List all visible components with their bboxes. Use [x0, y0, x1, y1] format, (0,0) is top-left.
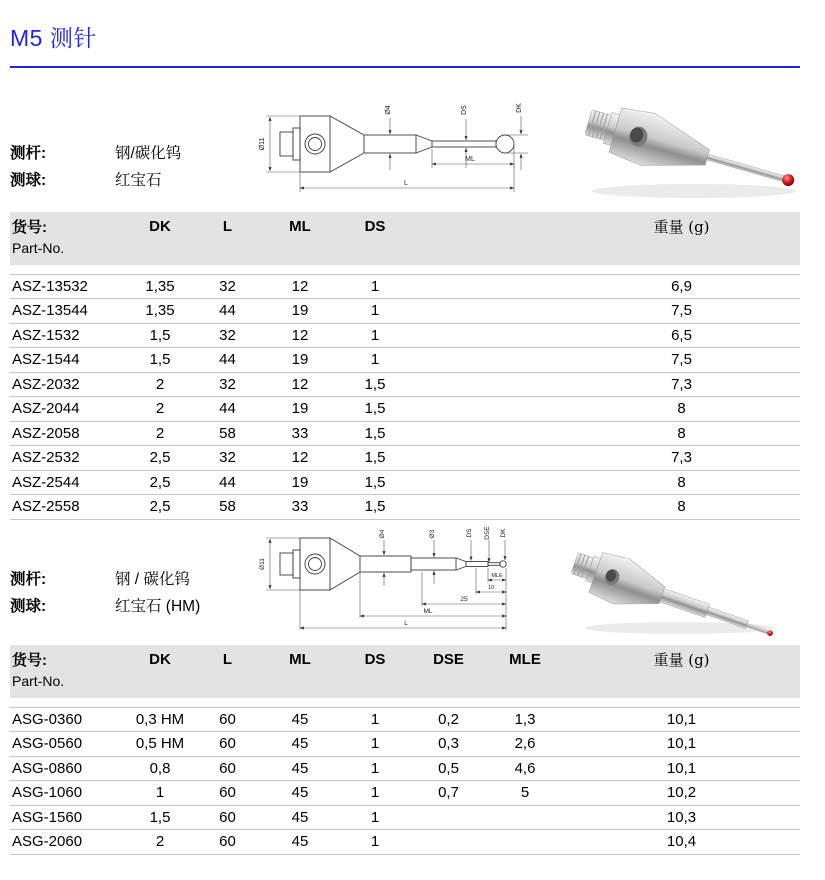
- cell-weight: 7,3: [563, 372, 800, 397]
- dim-label-ds: DS: [461, 105, 468, 115]
- cell-dse: [410, 495, 487, 520]
- cell-l: 44: [195, 299, 260, 324]
- cell-weight: 7,3: [563, 446, 800, 471]
- cell-l: 60: [195, 707, 260, 732]
- cell-ds: 1,5: [340, 372, 410, 397]
- cell-weight: 10,1: [563, 707, 800, 732]
- cell-dse: [410, 421, 487, 446]
- technical-drawing-1: [256, 98, 568, 206]
- table-header-row: [10, 212, 800, 240]
- cell-dk: 2: [125, 372, 195, 397]
- table-subheader-row: [10, 240, 800, 265]
- cell-dse: [410, 805, 487, 830]
- cell-dse: [410, 372, 487, 397]
- cell-dk: 2,5: [125, 446, 195, 471]
- cell-dse: 0,2: [410, 707, 487, 732]
- dim-label-25: 25: [460, 596, 468, 603]
- cell-ml: 45: [260, 805, 340, 830]
- cell-part-no: ASZ-2032: [10, 372, 125, 397]
- cell-ds: 1: [340, 707, 410, 732]
- cell-ml: 19: [260, 348, 340, 373]
- cell-part-no: ASG-0860: [10, 756, 125, 781]
- dim-label-d4: Ø4: [385, 105, 392, 115]
- stylus-outline: [280, 116, 514, 172]
- dim-label-d11: Ø11: [259, 137, 266, 151]
- cell-weight: 6,5: [563, 323, 800, 348]
- cell-mle: 2,6: [487, 732, 563, 757]
- cell-l: 60: [195, 756, 260, 781]
- table-row: [10, 446, 800, 471]
- table-row: [10, 299, 800, 324]
- cell-ds: 1,5: [340, 446, 410, 471]
- table-row: [10, 348, 800, 373]
- dim-label-dse: DSE: [484, 526, 491, 540]
- cell-ds: 1: [340, 299, 410, 324]
- table-row: [10, 323, 800, 348]
- spec-row-shaft: [10, 564, 200, 591]
- cell-mle: 4,6: [487, 756, 563, 781]
- cell-dse: 0,5: [410, 756, 487, 781]
- col-header-dk: DK: [149, 650, 171, 668]
- spec-list-1: [10, 138, 181, 192]
- dimension-labels: [259, 526, 507, 627]
- cell-ml: 45: [260, 830, 340, 855]
- cell-dse: [410, 274, 487, 299]
- cell-ds: 1: [340, 805, 410, 830]
- cell-dse: [410, 446, 487, 471]
- cell-mle: [487, 299, 563, 324]
- cell-weight: 8: [563, 470, 800, 495]
- cell-mle: [487, 323, 563, 348]
- table-row: [10, 732, 800, 757]
- cell-mle: [487, 470, 563, 495]
- table-row: [10, 756, 800, 781]
- spec-label-ball: 测球:: [10, 597, 47, 615]
- spec-label-shaft: 测杆:: [10, 144, 47, 162]
- cell-ds: 1: [340, 781, 410, 806]
- cell-mle: [487, 805, 563, 830]
- dim-label-d4: Ø4: [379, 529, 386, 539]
- cell-part-no: ASZ-1532: [10, 323, 125, 348]
- cell-part-no: ASZ-2558: [10, 495, 125, 520]
- cell-ds: 1: [340, 756, 410, 781]
- col-header-part-en: Part-No.: [12, 673, 65, 689]
- cell-weight: 7,5: [563, 299, 800, 324]
- cell-dse: [410, 397, 487, 422]
- stylus-outline: [280, 538, 506, 590]
- product-photo-1: [572, 92, 820, 207]
- dim-label-d11: Ø11: [259, 558, 266, 570]
- dim-label-l: L: [404, 180, 408, 187]
- cell-dse: 0,7: [410, 781, 487, 806]
- spec-value-ball: 红宝石 (HM): [115, 597, 201, 615]
- cell-ds: 1: [340, 732, 410, 757]
- cell-ds: 1,5: [340, 470, 410, 495]
- cell-mle: 5: [487, 781, 563, 806]
- cell-dse: [410, 470, 487, 495]
- dimension-lines: [266, 538, 506, 630]
- dim-label-ml: ML: [465, 156, 475, 163]
- dim-label-10: 10: [487, 585, 495, 591]
- cell-ml: 12: [260, 323, 340, 348]
- cell-part-no: ASZ-2532: [10, 446, 125, 471]
- col-header-part-en: Part-No.: [12, 240, 65, 256]
- table-row: [10, 372, 800, 397]
- cell-ml: 45: [260, 781, 340, 806]
- table-row: [10, 781, 800, 806]
- col-header-mle: MLE: [509, 650, 541, 668]
- col-header-weight: 重量 (g): [653, 217, 710, 236]
- technical-drawing-2: [256, 524, 568, 646]
- col-header-l: L: [222, 217, 233, 235]
- cell-dk: 1,35: [125, 274, 195, 299]
- cell-part-no: ASZ-2058: [10, 421, 125, 446]
- cell-weight: 6,9: [563, 274, 800, 299]
- cell-dk: 1,5: [125, 348, 195, 373]
- cell-part-no: ASG-0360: [10, 707, 125, 732]
- cell-mle: [487, 421, 563, 446]
- cell-ds: 1,5: [340, 421, 410, 446]
- cell-part-no: ASG-1560: [10, 805, 125, 830]
- cell-l: 44: [195, 348, 260, 373]
- spec-value-shaft: 钢 / 碳化钨: [115, 570, 190, 588]
- table-body: [10, 707, 800, 854]
- cell-ml: 45: [260, 732, 340, 757]
- table-row: [10, 274, 800, 299]
- table-subheader-row: [10, 673, 800, 698]
- spec-row-shaft: [10, 138, 181, 165]
- cell-l: 60: [195, 781, 260, 806]
- col-header-ds: DS: [364, 217, 386, 235]
- cell-part-no: ASG-0560: [10, 732, 125, 757]
- cell-dk: 0,5 HM: [125, 732, 195, 757]
- table-row: [10, 805, 800, 830]
- dim-label-d3: Ø3: [429, 529, 436, 539]
- cell-mle: [487, 830, 563, 855]
- cell-ml: 19: [260, 299, 340, 324]
- cell-ml: 12: [260, 274, 340, 299]
- cell-mle: [487, 372, 563, 397]
- dim-label-dk: DK: [516, 103, 523, 113]
- cell-dk: 0,3 HM: [125, 707, 195, 732]
- cell-ds: 1,5: [340, 397, 410, 422]
- col-header-part: 货号:: [12, 218, 47, 236]
- cell-weight: 8: [563, 495, 800, 520]
- cell-dk: 0,8: [125, 756, 195, 781]
- spec-row-ball: [10, 165, 181, 192]
- col-header-weight: 重量 (g): [653, 650, 710, 669]
- cell-mle: [487, 495, 563, 520]
- table-row: [10, 495, 800, 520]
- table-body: [10, 274, 800, 519]
- product-photo-2: [562, 540, 812, 640]
- col-header-ds: DS: [364, 650, 386, 668]
- cell-weight: 10,1: [563, 732, 800, 757]
- cell-part-no: ASZ-2044: [10, 397, 125, 422]
- cell-ml: 33: [260, 495, 340, 520]
- cell-weight: 10,1: [563, 756, 800, 781]
- spec-value-shaft: 钢/碳化钨: [115, 144, 182, 162]
- dim-label-ds: DS: [466, 528, 473, 538]
- cell-dse: [410, 830, 487, 855]
- cell-mle: [487, 397, 563, 422]
- table-row: [10, 397, 800, 422]
- col-header-dse: DSE: [433, 650, 464, 668]
- cell-ds: 1: [340, 348, 410, 373]
- dim-label-ml: ML: [423, 608, 433, 615]
- cell-weight: 10,2: [563, 781, 800, 806]
- header-spacer: [10, 265, 800, 274]
- cell-l: 32: [195, 446, 260, 471]
- table-row: [10, 421, 800, 446]
- cell-weight: 10,3: [563, 805, 800, 830]
- cell-l: 44: [195, 470, 260, 495]
- cell-part-no: ASZ-13544: [10, 299, 125, 324]
- spec-list-2: [10, 564, 200, 618]
- cell-ds: 1: [340, 323, 410, 348]
- col-header-ml: ML: [289, 650, 311, 668]
- cell-dk: 1,35: [125, 299, 195, 324]
- table-row: [10, 830, 800, 855]
- cell-weight: 8: [563, 421, 800, 446]
- cell-part-no: ASZ-1544: [10, 348, 125, 373]
- cell-weight: 10,4: [563, 830, 800, 855]
- cell-mle: [487, 274, 563, 299]
- cell-l: 44: [195, 397, 260, 422]
- ruby-ball: [781, 173, 796, 188]
- cell-l: 60: [195, 805, 260, 830]
- cell-dk: 2: [125, 397, 195, 422]
- cell-part-no: ASG-2060: [10, 830, 125, 855]
- col-header-ml: ML: [289, 217, 311, 235]
- dimension-labels: [259, 103, 523, 187]
- table-row: [10, 470, 800, 495]
- cell-dk: 1,5: [125, 323, 195, 348]
- cell-dk: 2: [125, 421, 195, 446]
- cell-ml: 12: [260, 446, 340, 471]
- cell-dk: 2: [125, 830, 195, 855]
- cell-part-no: ASZ-2544: [10, 470, 125, 495]
- spec-label-ball: 测球:: [10, 171, 47, 189]
- col-header-mle: [487, 212, 563, 240]
- col-header-l: L: [222, 650, 233, 668]
- cell-dk: 2,5: [125, 470, 195, 495]
- header-spacer: [10, 698, 800, 707]
- cell-dse: [410, 299, 487, 324]
- cell-weight: 7,5: [563, 348, 800, 373]
- cell-mle: [487, 348, 563, 373]
- cell-ds: 1: [340, 274, 410, 299]
- cell-part-no: ASG-1060: [10, 781, 125, 806]
- photo-shadow: [592, 184, 796, 198]
- table-header-row: [10, 645, 800, 673]
- cell-ds: 1,5: [340, 495, 410, 520]
- cell-l: 58: [195, 495, 260, 520]
- dim-label-l: L: [404, 620, 408, 627]
- cell-dse: 0,3: [410, 732, 487, 757]
- cell-l: 60: [195, 830, 260, 855]
- dim-label-dk: DK: [500, 528, 507, 538]
- cell-ml: 45: [260, 707, 340, 732]
- col-header-dk: DK: [149, 217, 171, 235]
- cell-l: 32: [195, 274, 260, 299]
- cell-dse: [410, 348, 487, 373]
- dimension-lines: [266, 116, 528, 192]
- cell-l: 32: [195, 323, 260, 348]
- spec-label-shaft: 测杆:: [10, 570, 47, 588]
- cell-ds: 1: [340, 830, 410, 855]
- cell-ml: 45: [260, 756, 340, 781]
- col-header-part: 货号:: [12, 651, 47, 669]
- cell-weight: 8: [563, 397, 800, 422]
- cell-l: 32: [195, 372, 260, 397]
- spec-value-ball: 红宝石: [115, 171, 162, 189]
- page-title: M5 测针: [10, 25, 97, 51]
- title-rule: [10, 66, 800, 68]
- table-row: [10, 707, 800, 732]
- col-header-dse: [410, 212, 487, 240]
- cell-ml: 19: [260, 470, 340, 495]
- cell-ml: 12: [260, 372, 340, 397]
- parts-table-2: [10, 645, 800, 855]
- cell-l: 60: [195, 732, 260, 757]
- parts-table-1: [10, 212, 800, 520]
- cell-mle: 1,3: [487, 707, 563, 732]
- spec-row-ball: [10, 591, 200, 618]
- dim-label-mle: MLE: [491, 573, 503, 579]
- cell-dk: 1: [125, 781, 195, 806]
- cell-part-no: ASZ-13532: [10, 274, 125, 299]
- cell-dk: 1,5: [125, 805, 195, 830]
- cell-ml: 19: [260, 397, 340, 422]
- cell-dse: [410, 323, 487, 348]
- cell-mle: [487, 446, 563, 471]
- cell-dk: 2,5: [125, 495, 195, 520]
- cell-ml: 33: [260, 421, 340, 446]
- cell-l: 58: [195, 421, 260, 446]
